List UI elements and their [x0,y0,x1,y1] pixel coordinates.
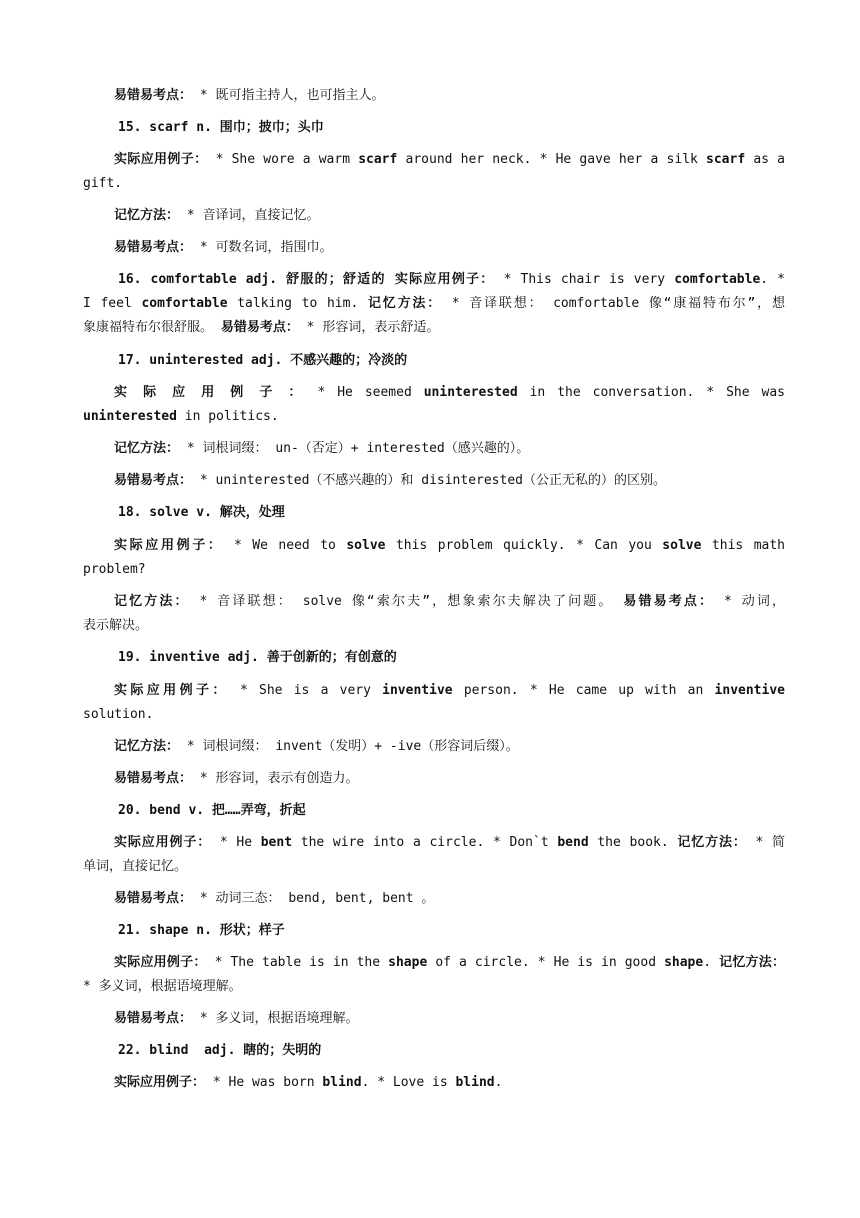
keyword: scarf [358,152,398,167]
memory-line [83,590,785,614]
pitfall-label: 易错易考点： [114,1011,193,1026]
keyword: blind [455,1075,495,1090]
pitfall-label: 易错易考点： [114,240,193,255]
memory-label: 记忆方法： [677,835,747,850]
example-text: in the conversation. * She was [517,385,785,400]
memory-text: * 简 [746,835,786,850]
keyword: shape [388,955,428,970]
pitfall-line [83,767,785,791]
example-text: this math [701,538,785,553]
keyword: bend [557,835,589,850]
pitfall-label: 易错易考点： [114,473,193,488]
memory-label: 记忆方法： [114,739,180,754]
keyword: inventive [714,683,785,698]
keyword: shape [664,955,704,970]
keyword: blind [322,1075,362,1090]
pitfall-label: 易错易考点： [114,88,193,103]
entry-heading-20: 20. bend v. 把……弄弯，折起 [118,803,306,818]
pitfall-text: * 形容词，表示舒适。 [298,320,440,335]
example-text: * He seemed [305,385,424,400]
example-line [83,534,785,558]
example-label: 实 际 应 用 例 子 ： [114,385,306,400]
heading-text: 16. comfortable adj. 舒服的；舒适的 实际应用例子： [118,272,495,287]
pitfall-text: * 动词三态： bend, bent, bent 。 [192,891,435,906]
pitfall-label: 易错易考点： [623,594,715,609]
keyword: uninterested [83,409,177,424]
example-line [83,1071,785,1095]
memory-text: * 音译联想： comfortable 像“康福特布尔”，想 [442,296,785,311]
pitfall-text: * 动词， [714,594,785,609]
example-label: 实际应用例子： [114,835,212,850]
entry-heading-15: 15. scarf n. 围巾；披巾；头巾 [118,120,324,135]
example-label: 实际应用例子： [114,538,224,553]
example-text: . * Love is [361,1075,456,1090]
example-text: * He was born [205,1075,323,1090]
memory-text: * 词根词缀： un-（否定）+ interested（感兴趣的）。 [179,441,530,456]
keyword: inventive [382,683,453,698]
example-text: * She wore a warm [207,152,359,167]
example-label: 实际应用例子： [114,683,229,698]
example-text: * We need to [223,538,347,553]
pitfall-line [83,469,785,493]
pitfall-text: * 既可指主持人，也可指主人。 [192,88,385,103]
entry-heading-22: 22. blind adj. 瞎的；失明的 [118,1043,322,1058]
example-text: * She is a very [228,683,383,698]
memory-label: 记忆方法： [719,955,785,970]
pitfall-text: * 形容词，表示有创造力。 [192,771,359,786]
example-text: talking to him. [227,296,368,311]
example-continuation: solution. [83,707,154,722]
example-line [83,679,785,703]
keyword: solve [662,538,702,553]
example-text: * The table is in the [206,955,389,970]
memory-label: 记忆方法： [367,296,443,311]
pitfall-line [83,236,785,260]
example-text: as a [745,152,785,167]
example-label: 实际应用例子： [114,152,208,167]
memory-text: * 音译词，直接记忆。 [179,208,320,223]
example-line [83,951,785,975]
memory-label: 记忆方法： [114,441,180,456]
entry-heading-17: 17. uninterested adj. 不感兴趣的；冷淡的 [118,353,408,368]
example-continuation [83,405,785,429]
example-text: in politics. [176,409,279,424]
memory-label: 记忆方法： [114,208,180,223]
keyword: solve [346,538,386,553]
memory-text: 象康福特布尔很舒服。 [83,320,221,335]
entry-heading-19: 19. inventive adj. 善于创新的；有创意的 [118,650,397,665]
example-line [83,831,785,855]
pitfall-text: * 可数名词，指围巾。 [192,240,333,255]
example-text: * This chair is very [494,272,675,287]
example-text: . * [760,272,786,287]
keyword: comfortable [674,272,761,287]
pitfall-text: * uninterested（不感兴趣的）和 disinterested（公正无私的）的区别。 [192,473,666,488]
example-label: 实际应用例子： [114,955,207,970]
memory-continuation: * 多义词，根据语境理解。 [83,979,242,994]
example-text: the book. [588,835,678,850]
entry-heading-21: 21. shape n. 形状；样子 [118,923,285,938]
pitfall-text: * 多义词，根据语境理解。 [192,1011,359,1026]
memory-line [83,437,785,461]
example-continuation: problem? [83,562,146,577]
example-continuation [83,292,785,316]
memory-continuation [83,316,785,340]
example-text: . [703,955,720,970]
example-text: . [494,1075,503,1090]
keyword: bent [260,835,293,850]
pitfall-label: 易错易考点： [114,771,193,786]
memory-label: 记忆方法： [114,594,190,609]
entry-heading-16 [83,268,785,292]
memory-line [83,204,785,228]
memory-line [83,735,785,759]
keyword: scarf [706,152,746,167]
example-label: 实际应用例子： [114,1075,206,1090]
entry-heading-18: 18. solve v. 解决，处理 [118,505,285,520]
pitfall-line [83,887,785,911]
example-line [83,148,785,172]
pitfall-continuation: 表示解决。 [83,618,149,633]
pitfall-label: 易错易考点： [114,891,193,906]
example-text: I feel [83,296,142,311]
keyword: uninterested [423,385,518,400]
example-text: * He [211,835,261,850]
example-text: around her neck. * He gave her a silk [397,152,707,167]
keyword: comfortable [141,296,228,311]
memory-continuation: 单词，直接记忆。 [83,859,188,874]
pitfall-line [83,84,785,108]
pitfall-line [83,1007,785,1031]
example-text: person. * He came up with an [452,683,715,698]
pitfall-label: 易错易考点： [220,320,299,335]
memory-text: * 词根词缀： invent（发明）+ -ive（形容词后缀）。 [179,739,519,754]
example-line [83,381,785,405]
example-text: of a circle. * He is in good [427,955,665,970]
memory-text: * 音译联想： solve 像“索尔夫”，想象索尔夫解决了问题。 [189,594,624,609]
example-continuation: gift. [83,176,123,191]
example-text: this problem quickly. * Can you [385,538,663,553]
example-text: the wire into a circle. * Don`t [292,835,558,850]
